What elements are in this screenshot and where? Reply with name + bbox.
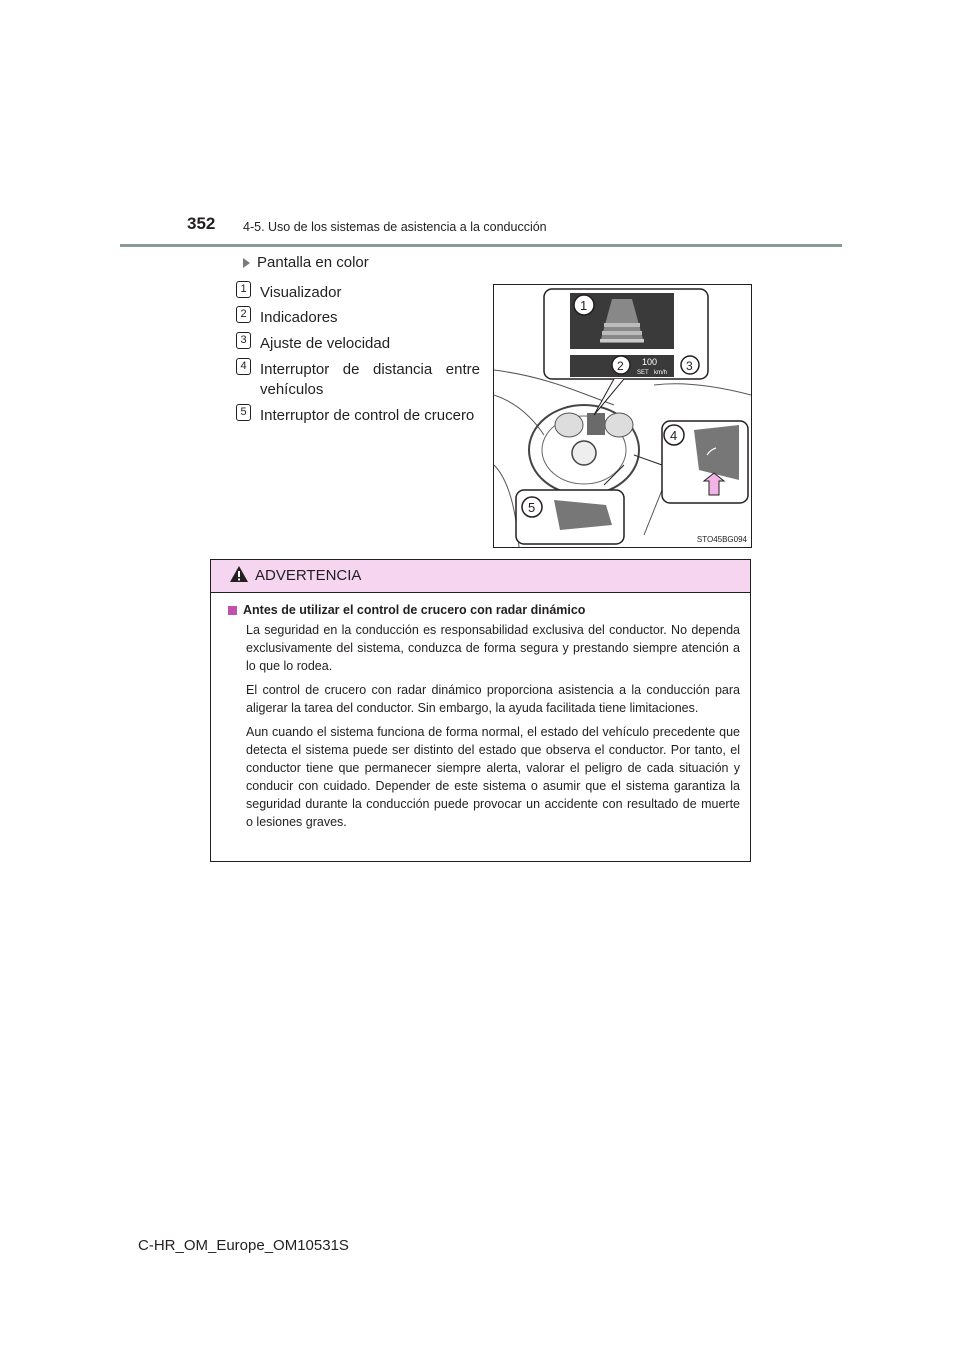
warning-box (210, 559, 751, 862)
item-number-badge: 4 (236, 358, 251, 375)
item-number-badge: 5 (236, 404, 251, 421)
warning-title: ADVERTENCIA (255, 567, 362, 584)
item-text: Interruptor de distancia entre vehículos (260, 361, 480, 398)
item-number-badge: 2 (236, 306, 251, 323)
callout-3: 3 (686, 359, 693, 373)
subheading (243, 254, 369, 271)
list-item-4 (236, 360, 480, 400)
warning-paragraph: Aun cuando el sistema funciona de forma normal, el estado del vehículo precedente que detecta el sistema puede ser distinto del estado que observa el conductor. Por tanto, el conductor tiene que permanecer siempre alerta, valorar el peligro de cada situación y conducir con cuidado. Depender de este sistema o asumir que el sistema garantiza la seguridad durante la conducción puede provocar un accidente con resultado de muerte o lesiones graves. (246, 725, 740, 829)
square-bullet-icon (228, 606, 237, 615)
item-text: Visualizador (260, 284, 342, 301)
callout-2: 2 (617, 359, 624, 373)
warning-heading-text: Antes de utilizar el control de crucero con radar dinámico (243, 603, 586, 617)
list-item-5 (236, 406, 480, 426)
figure-code: STO45BG094 (696, 535, 747, 544)
item-number-badge: 1 (236, 281, 251, 298)
warning-paragraph: La seguridad en la conducción es responsabilidad exclusiva del conductor. No dependa exclusivamente del sistema, conduzca de forma segura y prestando siempre atención a lo que lo rodea. (246, 623, 740, 673)
section-title: 4-5. Uso de los sistemas de asistencia a la conducción (243, 220, 547, 234)
callout-1: 1 (580, 298, 588, 313)
dashboard-illustration (493, 284, 752, 548)
callout-4: 4 (670, 428, 678, 443)
set-label: SET (637, 370, 649, 376)
list-item-3 (236, 334, 480, 354)
warning-heading (228, 603, 740, 617)
warning-paragraph: El control de crucero con radar dinámico proporciona asistencia a la conducción para aligerar la tarea del conductor. Sin embargo, la ayuda facilitada tiene limitaciones. (246, 683, 740, 715)
footer-doc-code: C-HR_OM_Europe_OM10531S (138, 1237, 349, 1254)
warning-header (211, 560, 750, 593)
warning-body (211, 593, 750, 831)
item-text: Interruptor de control de crucero (260, 407, 475, 424)
callout-5: 5 (528, 500, 536, 515)
page-number: 352 (187, 214, 216, 233)
item-number-badge: 3 (236, 332, 251, 349)
subheading-text: Pantalla en color (257, 254, 369, 271)
unit-label: km/h (654, 370, 668, 376)
list-item-2 (236, 308, 480, 328)
header-divider (120, 244, 842, 247)
cockpit-drawing (494, 285, 751, 547)
item-text: Indicadores (260, 309, 338, 326)
triangle-bullet-icon (243, 258, 250, 268)
speed-value: 100 (642, 357, 658, 367)
item-text: Ajuste de velocidad (260, 335, 391, 352)
list-item-1 (236, 283, 480, 303)
warning-triangle-icon (229, 565, 249, 583)
